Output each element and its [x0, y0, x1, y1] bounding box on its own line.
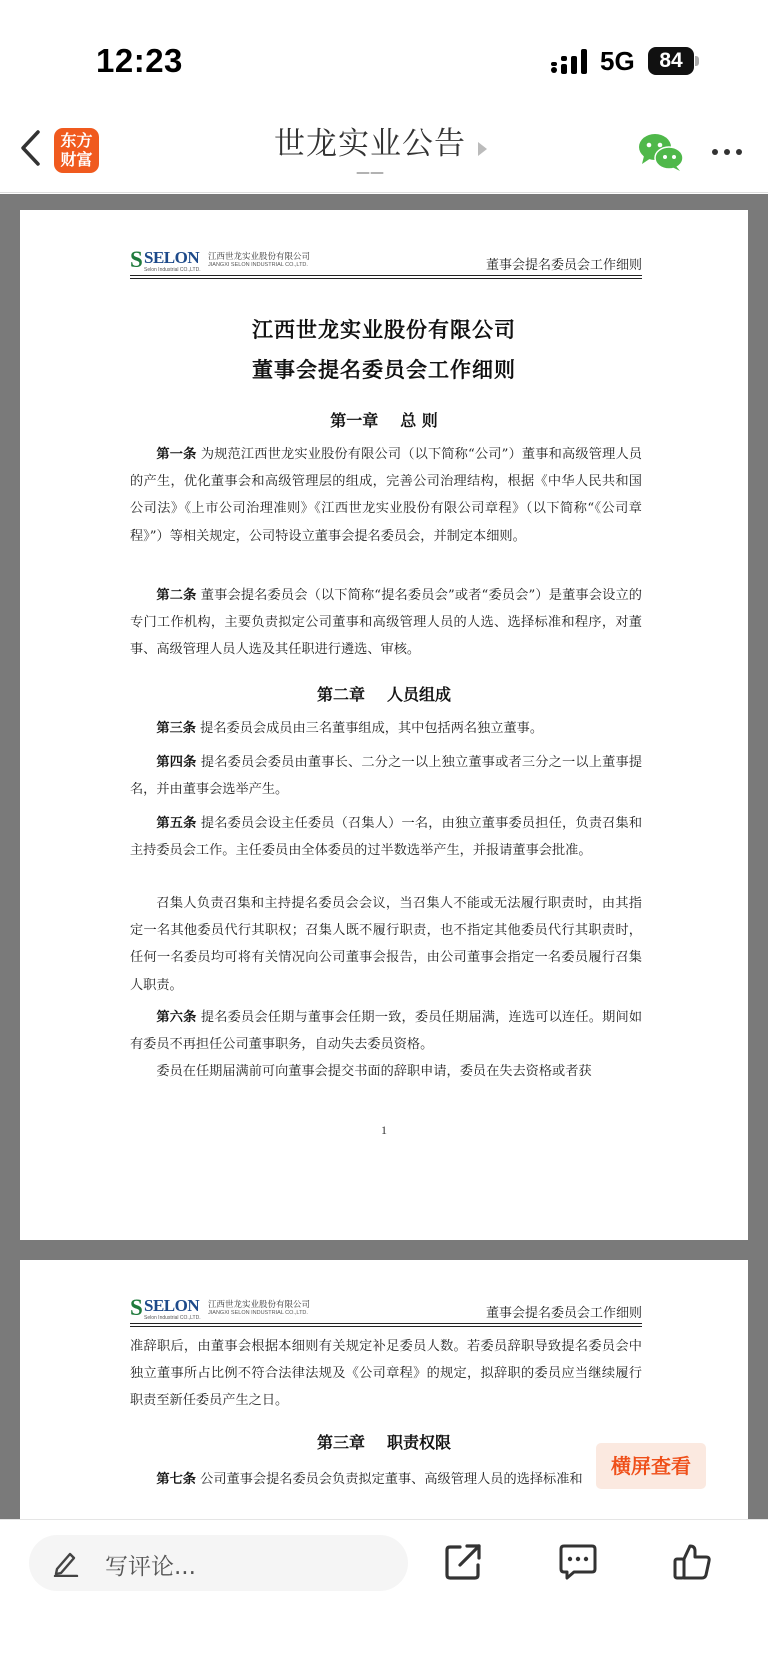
- status-bar: [0, 0, 768, 108]
- share-icon[interactable]: [444, 1543, 482, 1581]
- more-icon[interactable]: [710, 146, 746, 158]
- article-3: 第三条 提名委员会成员由三名董事组成，其中包括两名独立董事。: [156, 721, 544, 736]
- article-6-paragraph-2: 委员在任期届满前可向董事会提交书面的辞职申请，委员在失去资格或者获: [156, 1064, 592, 1079]
- wechat-icon[interactable]: [638, 132, 684, 172]
- selon-logo: S SELON Selon Industrial CO.,LTD.: [130, 247, 201, 273]
- nav-bar: [0, 108, 768, 193]
- article-7: 第七条 公司董事会提名委员会负责拟定董事、高级管理人员的选择标准和: [156, 1472, 583, 1487]
- header-doc-name: 董事会提名委员会工作细则: [485, 258, 642, 273]
- title-arrow-icon: [478, 142, 487, 156]
- article-5-paragraph-2: 召集人负责召集和主持提名委员会会议，当召集人不能或无法履行职责时，由其指定一名其他委员代行其职权；召集人既不履行职责，也不指定其他委员代行其职责时，任何一名委员均可将有关情况向公司董事会报告，由公司董事会指定一名委员履行召集人职责。: [130, 896, 642, 993]
- article-2: 第二条 董事会提名委员会（以下简称“提名委员会”或者“委员会”）是董事会设立的专门工作机构，主要负责拟定公司董事和高级管理人员的人选、选择标准和程序，对董事、高级管理人员人选及其任职进行遴选、审核。: [130, 588, 642, 658]
- article-6: 第六条 提名委员会任期与董事会任期一致，委员任期届满，连选可以连任。期间如有委员不再担任公司董事职务，自动失去委员资格。: [130, 1010, 643, 1053]
- page-title: 世龙实业公告: [274, 126, 466, 162]
- comment-input[interactable]: [29, 1535, 408, 1591]
- brand-logo[interactable]: 东方财富: [54, 128, 99, 173]
- page-number: 1: [381, 1123, 387, 1137]
- header-doc-name: 董事会提名委员会工作细则: [485, 1306, 642, 1321]
- comment-icon[interactable]: [558, 1543, 598, 1581]
- bottom-bar: [0, 1519, 768, 1670]
- selon-logo: S SELON Selon Industrial CO.,LTD.: [130, 1295, 201, 1321]
- document-page-1: [20, 210, 748, 1240]
- continued-paragraph: 准辞职后，由董事会根据本细则有关规定补足委员人数。若委员辞职导致提名委员会中独立董事所占比例不符合法律法规及《公司章程》的规定，拟辞职的委员应当继续履行职责至新任委员产生之日。: [130, 1339, 642, 1409]
- chapter-heading: 第二章 人员组成: [316, 685, 452, 704]
- signal-icon: [550, 48, 588, 76]
- like-icon[interactable]: [672, 1542, 712, 1582]
- article-1: 第一条 为规范江西世龙实业股份有限公司（以下简称“公司”）董事和高级管理人员的产生，优化董事会和高级管理层的组成，完善公司治理结构，根据《中华人民共和国公司法》《上市公司治理准则》《江西世龙实业股份有限公司章程》（以下简称“《公司章程》”）等相关规定，公司特设立董事会提名委员会，并制定本细则。: [130, 447, 642, 544]
- comment-placeholder: 写评论...: [105, 1554, 196, 1580]
- page-header: [130, 1294, 642, 1324]
- pencil-icon: [53, 1549, 79, 1577]
- page-subtitle: ——: [356, 165, 384, 181]
- landscape-view-button[interactable]: 横屏查看: [596, 1443, 706, 1489]
- header-company-cn: 江西世龙实业股份有限公司: [208, 1300, 311, 1310]
- battery-level: 84: [648, 47, 694, 75]
- status-time: 12:23: [96, 42, 183, 79]
- document-viewer[interactable]: [0, 194, 768, 1519]
- chapter-heading: 第三章 职责权限: [316, 1433, 452, 1452]
- header-company-en: JIANGXI SELON INDUSTRIAL CO.,LTD.: [208, 1310, 308, 1316]
- battery-tip: [695, 56, 699, 66]
- header-company-cn: 江西世龙实业股份有限公司: [208, 252, 311, 262]
- header-company-en: JIANGXI SELON INDUSTRIAL CO.,LTD.: [208, 262, 308, 268]
- chapter-heading: 第一章 总 则: [330, 411, 438, 430]
- network-label: 5G: [600, 46, 635, 76]
- article-4: 第四条 提名委员会委员由董事长、二分之一以上独立董事或者三分之一以上董事提名，并由董事会选举产生。: [130, 755, 643, 798]
- battery-icon: [648, 47, 700, 75]
- back-icon[interactable]: [14, 126, 50, 170]
- page-header: [130, 246, 642, 276]
- doc-title-line1: 江西世龙实业股份有限公司: [252, 318, 516, 342]
- doc-title-line2: 董事会提名委员会工作细则: [252, 358, 516, 382]
- article-5: 第五条 提名委员会设主任委员（召集人）一名，由独立董事委员担任，负责召集和主持委员会工作。主任委员由全体委员的过半数选举产生，并报请董事会批准。: [130, 816, 643, 859]
